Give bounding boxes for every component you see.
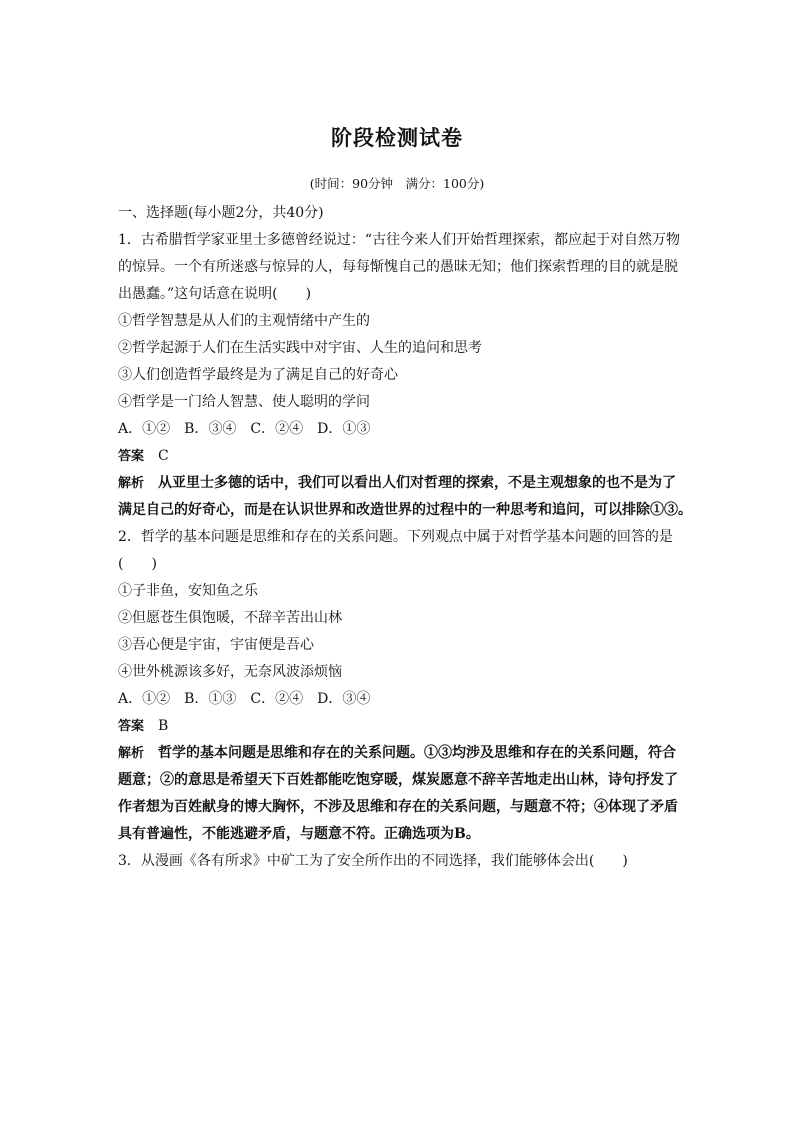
answer-value: B [158, 718, 169, 734]
question-item: ④哲学是一门给人智慧、使人聪明的学问 [118, 394, 370, 410]
question-stem-line: 的惊异。一个有所迷惑与惊异的人，每每惭愧自己的愚昧无知；他们探索哲理的目的就是脱 [118, 259, 678, 275]
question-item: ④世外桃源该多好，无奈风波添烦恼 [118, 664, 342, 680]
question-item: ①哲学智慧是从人们的主观情绪中产生的 [118, 313, 370, 329]
question-item: ②但愿苍生俱饱暖，不辞辛苦出山林 [118, 610, 342, 626]
analysis-text: 哲学的基本问题是思维和存在的关系问题。①③均涉及思维和存在的关系问题，符合 [158, 745, 677, 761]
answer-label: 答案 [118, 449, 145, 464]
page-title: 阶段检测试卷 [331, 126, 463, 150]
analysis-text: 满足自己的好奇心，而是在认识世界和改造世界的过程中的一种思考和追问，可以排除①③。 [118, 502, 692, 518]
analysis-row [118, 470, 678, 497]
question-1 [118, 227, 692, 524]
analysis-label: 解析 [118, 476, 145, 491]
question-2 [118, 524, 678, 848]
analysis-text: 作者想为百姓献身的博大胸怀，不涉及思维和存在的关系问题，与题意不符；④体现了矛盾 [118, 799, 678, 815]
analysis-text: 题意；②的意思是希望天下百姓都能吃饱穿暖，煤炭愿意不辞辛苦地走出山林，诗句抒发了 [118, 772, 678, 788]
answer-options: A．①② B．①③ C．②④ D．③④ [118, 691, 371, 707]
answer-label: 答案 [118, 719, 145, 734]
question-stem-line: 出愚蠢。”这句话意在说明( ) [118, 286, 312, 302]
question-item: ②哲学起源于人们在生活实践中对宇宙、人生的追问和思考 [118, 340, 482, 356]
question-3 [118, 848, 678, 875]
answer-options: A．①② B．③④ C．②④ D．①③ [118, 421, 371, 437]
question-item: ①子非鱼，安知鱼之乐 [118, 583, 258, 599]
question-item: ③吾心便是宇宙，宇宙便是吾心 [118, 637, 314, 653]
exam-content [118, 200, 692, 875]
analysis-text: 具有普遍性，不能逃避矛盾，与题意不符。正确选项为B。 [118, 826, 480, 842]
question-stem-line: 1．古希腊哲学家亚里士多德曾经说过：“古往今来人们开始哲理探索，都应起于对自然万物 [118, 232, 681, 248]
question-stem-line: ( ) [118, 556, 157, 572]
question-stem-line: 3．从漫画《各有所求》中矿工为了安全所作出的不同选择，我们能够体会出( ) [118, 853, 628, 869]
answer-row [118, 443, 678, 470]
answer-row [118, 713, 678, 740]
answer-value: C [158, 448, 169, 464]
analysis-label: 解析 [118, 746, 145, 761]
question-item: ③人们创造哲学最终是为了满足自己的好奇心 [118, 367, 398, 383]
analysis-text: 从亚里士多德的话中，我们可以看出人们对哲理的探索，不是主观想象的也不是为了 [158, 475, 677, 491]
exam-time-score: (时间：90分钟 满分：100分) [309, 176, 485, 191]
analysis-row [118, 740, 678, 767]
section-heading: 一、选择题(每小题2分，共40分) [118, 205, 324, 221]
question-stem-line: 2．哲学的基本问题是思维和存在的关系问题。下列观点中属于对哲学基本问题的回答的是 [118, 529, 673, 545]
